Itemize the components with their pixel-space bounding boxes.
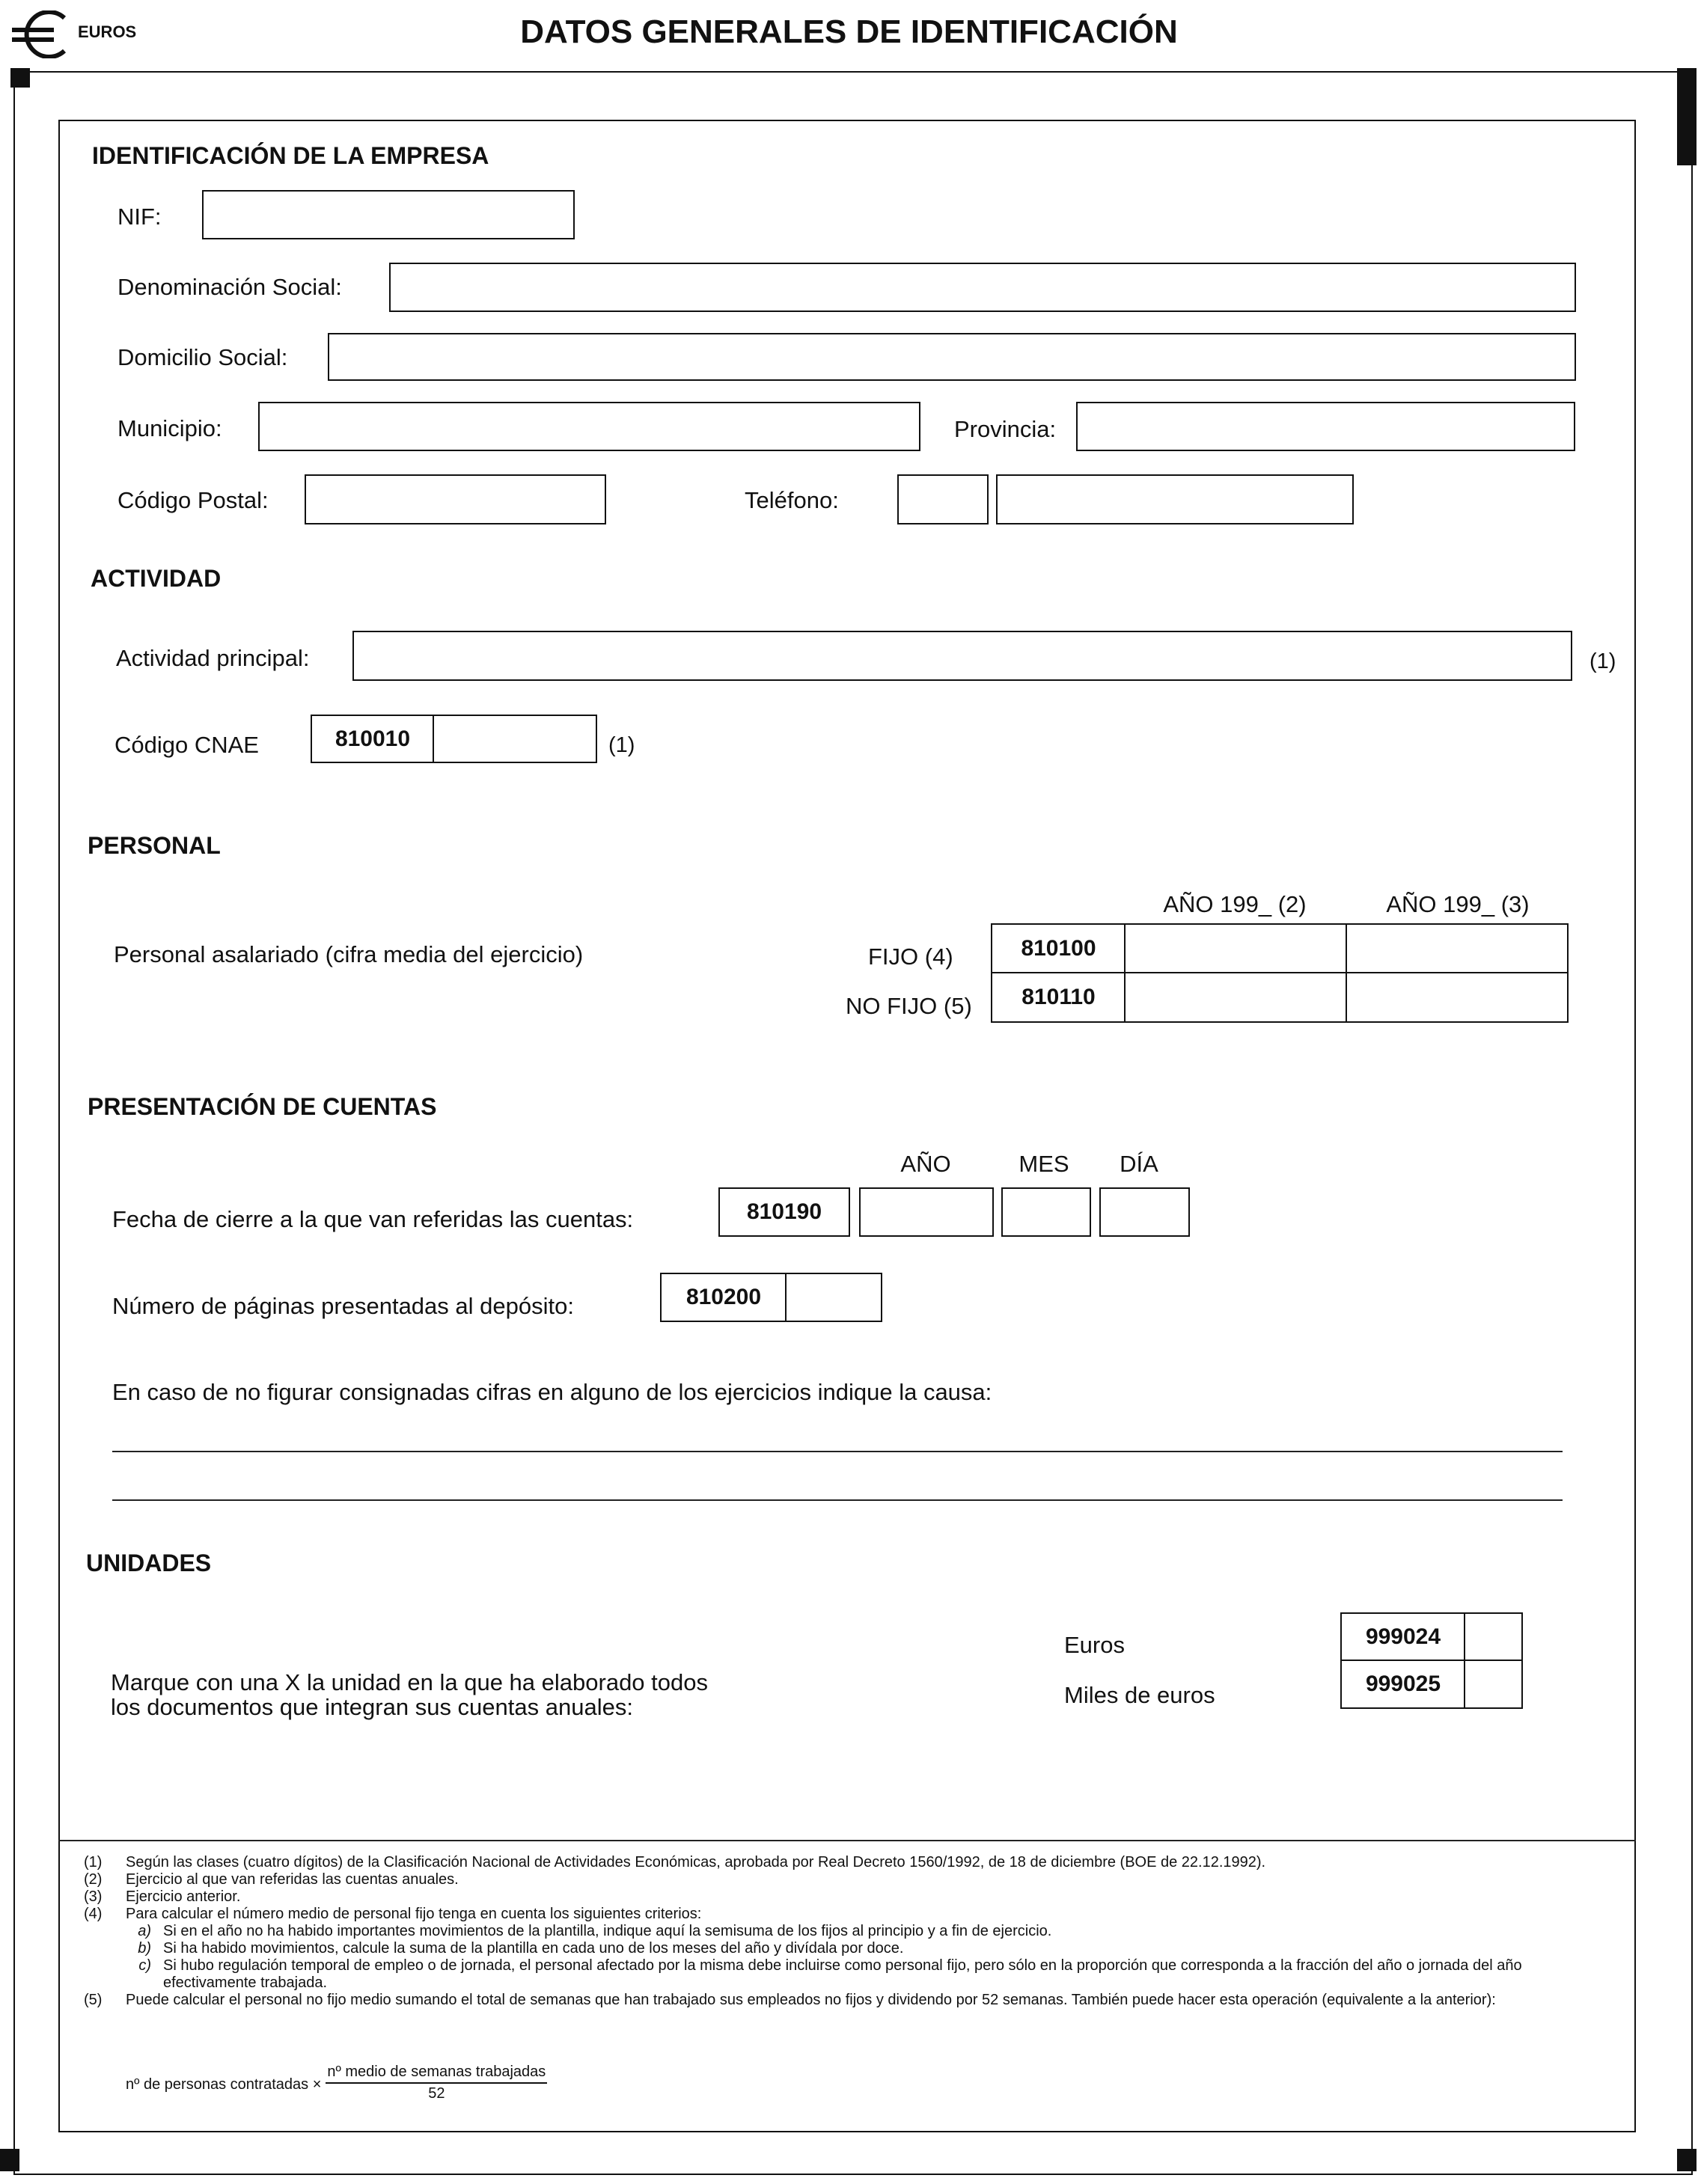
personal-nofijo-year2-field[interactable] bbox=[1346, 972, 1569, 1023]
codigo-postal-label: Código Postal: bbox=[117, 487, 269, 513]
personal-nofijo-code: 810110 bbox=[1021, 985, 1096, 1009]
cnae-field[interactable] bbox=[433, 715, 597, 763]
unidades-euros-checkbox[interactable] bbox=[1464, 1612, 1523, 1662]
section-title-personal: PERSONAL bbox=[88, 832, 221, 859]
fecha-cierre-day-field[interactable] bbox=[1099, 1187, 1190, 1237]
footnote-5-text: Puede calcular el personal no fijo medio sumando el total de semanas que han trabajado sus empleados no fijos y dividendo por 52 semanas. También puede hacer esta operación (equivalente a la anterior): bbox=[126, 1992, 1496, 2008]
footnotes bbox=[84, 1854, 1610, 2009]
cnae-code-cell bbox=[311, 715, 435, 763]
footnote-2-text: Ejercicio al que van referidas las cuentas anuales. bbox=[126, 1871, 459, 1888]
telefono-number-field[interactable] bbox=[996, 474, 1354, 524]
footnote-5 bbox=[84, 1992, 1610, 2009]
section-title-cuentas: PRESENTACIÓN DE CUENTAS bbox=[88, 1093, 437, 1120]
corner-mark-top-left bbox=[10, 68, 30, 88]
personal-fijo-code: 810100 bbox=[1021, 936, 1096, 961]
domicilio-label: Domicilio Social: bbox=[117, 344, 288, 370]
footnote-4b-text: Si ha habido movimientos, calcule la suma de la plantilla en cada uno de los meses del año y divídala por doce. bbox=[163, 1940, 904, 1957]
unidades-instruction-line1: Marque con una X la unidad en la que ha elaborado todos bbox=[111, 1669, 708, 1695]
footnote-1-text: Según las clases (cuatro dígitos) de la Clasificación Nacional de Actividades Económicas, aprobada por Real Decreto 1560/1992, de 18 de diciembre (BOE de 22.12.1992). bbox=[126, 1854, 1266, 1871]
footnote-3-number: (3) bbox=[84, 1888, 103, 1905]
footnote-4a bbox=[84, 1923, 1610, 1940]
footnote-4a-letter: a) bbox=[138, 1923, 151, 1939]
causa-line-2[interactable] bbox=[112, 1499, 1563, 1501]
formula bbox=[126, 2064, 547, 2102]
actividad-principal-field[interactable] bbox=[352, 631, 1572, 681]
actividad-principal-note: (1) bbox=[1589, 649, 1616, 673]
actividad-principal-label: Actividad principal: bbox=[116, 645, 310, 671]
telefono-label: Teléfono: bbox=[745, 487, 839, 513]
fecha-cierre-year-field[interactable] bbox=[859, 1187, 994, 1237]
personal-fijo-year2-field[interactable] bbox=[1346, 923, 1569, 974]
unidades-instruction-line2: los documentos que integran sus cuentas anuales: bbox=[111, 1694, 633, 1720]
personal-nofijo-code-cell bbox=[991, 972, 1126, 1023]
unidades-miles-code-cell bbox=[1340, 1660, 1466, 1709]
unidades-euros-code-cell bbox=[1340, 1612, 1466, 1662]
formula-left: nº de personas contratadas × bbox=[126, 2076, 322, 2093]
fecha-cierre-code-cell bbox=[718, 1187, 850, 1237]
unidades-miles-label: Miles de euros bbox=[1064, 1682, 1215, 1708]
corner-mark-top-right bbox=[1677, 68, 1697, 165]
paginas-code-cell bbox=[660, 1273, 787, 1322]
causa-line-1[interactable] bbox=[112, 1451, 1563, 1452]
unidades-euros-code: 999024 bbox=[1365, 1624, 1441, 1649]
personal-fijo-label: FIJO (4) bbox=[868, 943, 953, 970]
personal-col-year2: AÑO 199_ (3) bbox=[1386, 891, 1530, 917]
personal-nofijo-label: NO FIJO (5) bbox=[846, 993, 972, 1019]
paginas-field[interactable] bbox=[785, 1273, 882, 1322]
denominacion-label: Denominación Social: bbox=[117, 274, 342, 300]
footnote-4 bbox=[84, 1906, 1610, 1923]
corner-mark-bottom-right bbox=[1677, 2149, 1697, 2171]
footnote-2-number: (2) bbox=[84, 1871, 103, 1888]
cuentas-col-year: AÑO bbox=[900, 1151, 951, 1177]
causa-label: En caso de no figurar consignadas cifras en alguno de los ejercicios indique la causa: bbox=[112, 1379, 992, 1405]
footnote-1-number: (1) bbox=[84, 1854, 103, 1871]
footnote-4-number: (4) bbox=[84, 1906, 103, 1922]
personal-row-label: Personal asalariado (cifra media del ejercicio) bbox=[114, 941, 584, 967]
footnote-5-number: (5) bbox=[84, 1992, 103, 2008]
cuentas-col-month: MES bbox=[1019, 1151, 1069, 1177]
municipio-field[interactable] bbox=[258, 402, 920, 451]
footnote-4c bbox=[84, 1957, 1610, 1992]
footnote-2 bbox=[84, 1871, 1610, 1888]
fecha-cierre-month-field[interactable] bbox=[1001, 1187, 1091, 1237]
fecha-cierre-code: 810190 bbox=[746, 1199, 822, 1224]
corner-mark-bottom-left bbox=[0, 2149, 19, 2171]
section-title-empresa: IDENTIFICACIÓN DE LA EMPRESA bbox=[92, 142, 489, 169]
cuentas-col-day: DÍA bbox=[1120, 1151, 1158, 1177]
paginas-label: Número de páginas presentadas al depósito: bbox=[112, 1293, 574, 1319]
personal-fijo-year1-field[interactable] bbox=[1124, 923, 1348, 974]
unidades-euros-label: Euros bbox=[1064, 1632, 1125, 1658]
provincia-field[interactable] bbox=[1076, 402, 1575, 451]
unidades-miles-checkbox[interactable] bbox=[1464, 1660, 1523, 1709]
currency-label: EUROS bbox=[78, 22, 137, 41]
municipio-label: Municipio: bbox=[117, 415, 222, 441]
nif-field[interactable] bbox=[202, 190, 575, 239]
fecha-cierre-label: Fecha de cierre a la que van referidas las cuentas: bbox=[112, 1206, 634, 1232]
unidades-miles-code: 999025 bbox=[1365, 1671, 1441, 1696]
denominacion-field[interactable] bbox=[389, 263, 1576, 312]
personal-col-year1: AÑO 199_ (2) bbox=[1163, 891, 1307, 917]
footnote-4c-text: Si hubo regulación temporal de empleo o de jornada, el personal afectado por la misma debe incluirse como personal fijo, pero sólo en la proporción que corresponda a la fracción del año o jornada del año efectivamente trabajada. bbox=[163, 1957, 1522, 1991]
provincia-label: Provincia: bbox=[954, 416, 1057, 442]
codigo-postal-field[interactable] bbox=[305, 474, 606, 524]
formula-denominator: 52 bbox=[428, 2085, 445, 2102]
nif-label: NIF: bbox=[117, 204, 162, 230]
footnote-3-text: Ejercicio anterior. bbox=[126, 1888, 241, 1905]
footnote-3 bbox=[84, 1888, 1610, 1906]
personal-nofijo-year1-field[interactable] bbox=[1124, 972, 1348, 1023]
section-title-unidades: UNIDADES bbox=[86, 1550, 212, 1576]
footnote-4b-letter: b) bbox=[138, 1940, 151, 1957]
footnote-4a-text: Si en el año no ha habido importantes movimientos de la plantilla, indique aquí la semisuma de los fijos al principio y a fin de ejercicio. bbox=[163, 1923, 1052, 1939]
cnae-note: (1) bbox=[608, 733, 635, 757]
personal-fijo-code-cell bbox=[991, 923, 1126, 974]
page-title: DATOS GENERALES DE IDENTIFICACIÓN bbox=[520, 13, 1178, 50]
footnote-1 bbox=[84, 1854, 1610, 1871]
footnote-4-text: Para calcular el número medio de personal fijo tenga en cuenta los siguientes criterios: bbox=[126, 1906, 702, 1922]
formula-numerator: nº medio de semanas trabajadas bbox=[326, 2064, 547, 2084]
telefono-prefix-field[interactable] bbox=[897, 474, 989, 524]
paginas-code: 810200 bbox=[685, 1285, 762, 1309]
section-title-actividad: ACTIVIDAD bbox=[91, 565, 222, 592]
footnotes-divider bbox=[58, 1840, 1636, 1841]
formula-fraction bbox=[326, 2064, 547, 2102]
cnae-label: Código CNAE bbox=[114, 732, 259, 758]
cnae-code: 810010 bbox=[335, 726, 411, 751]
footnote-4b bbox=[84, 1940, 1610, 1957]
domicilio-field[interactable] bbox=[328, 333, 1576, 381]
footnote-4c-letter: c) bbox=[138, 1957, 151, 1974]
